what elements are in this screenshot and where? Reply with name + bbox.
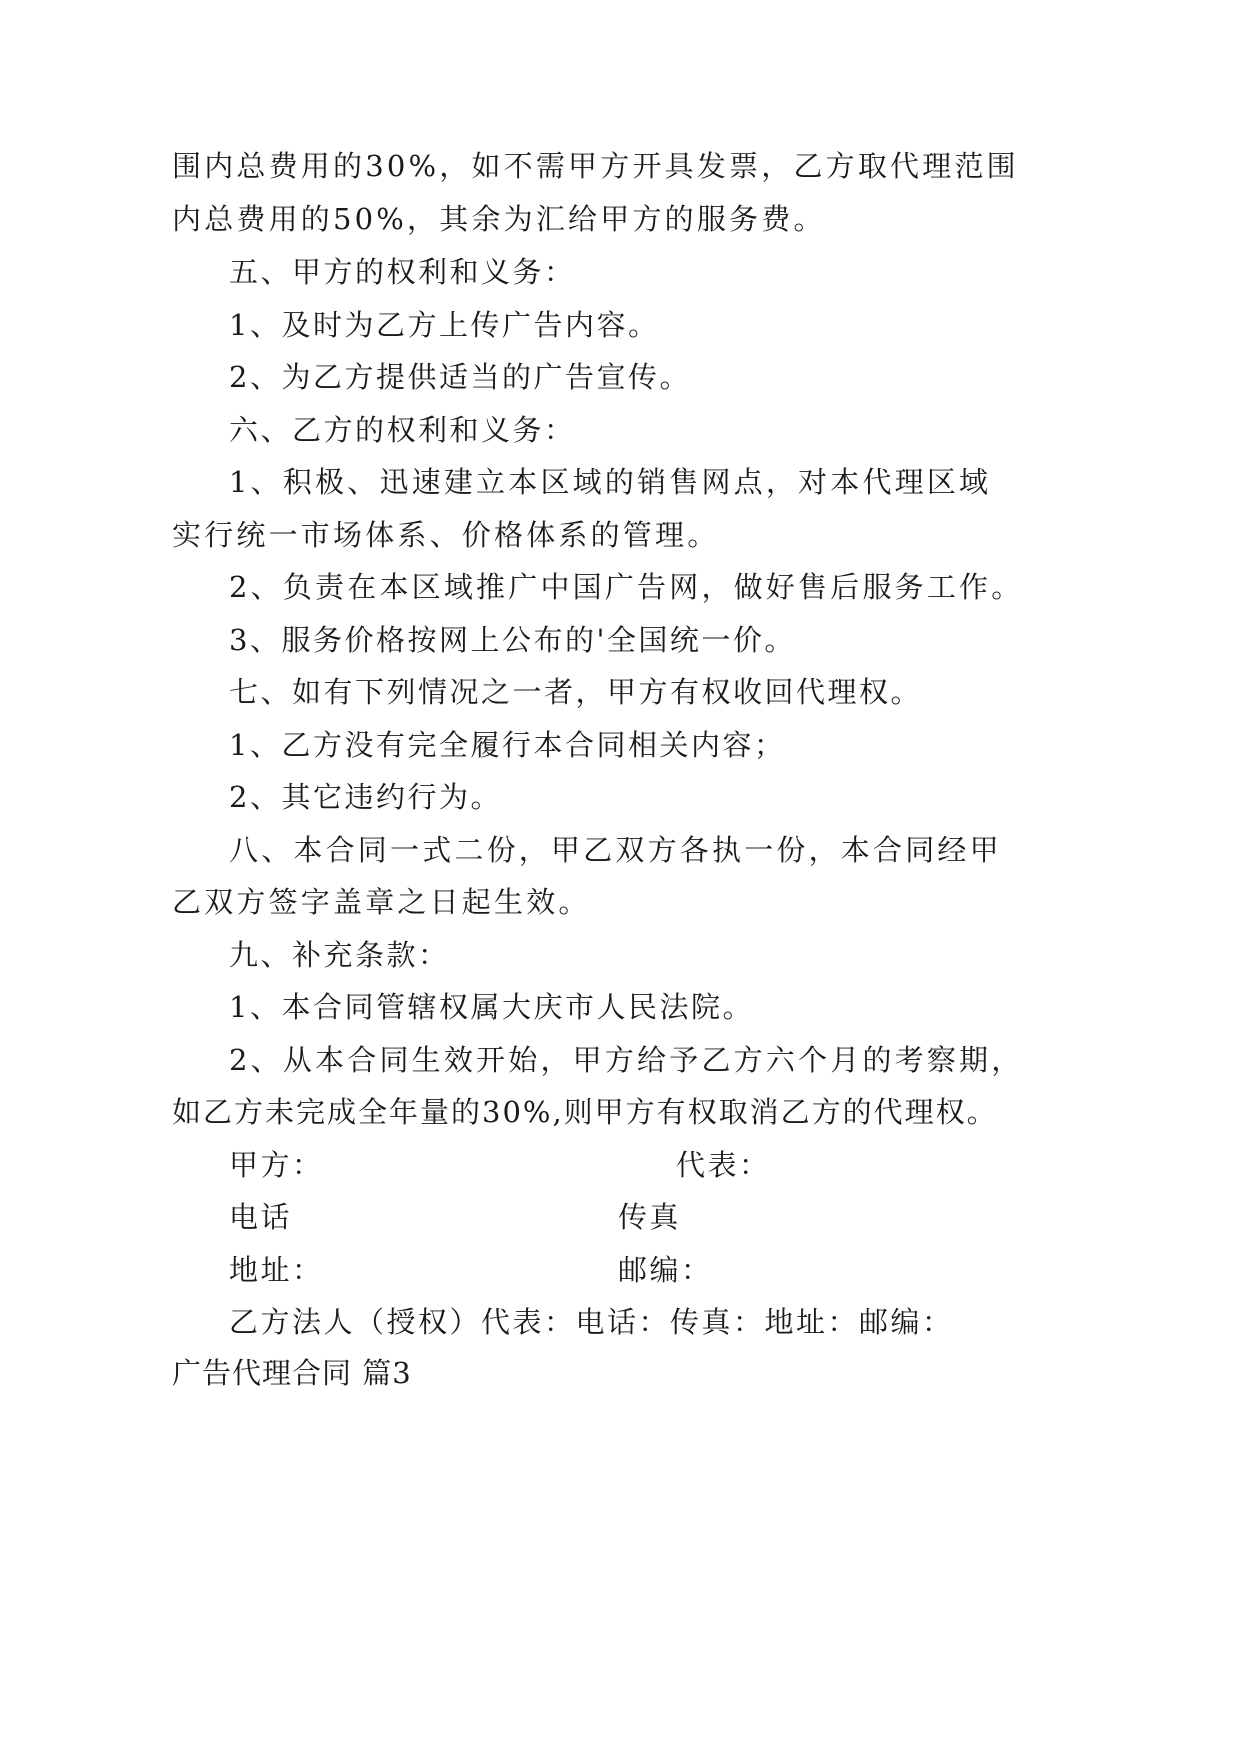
fax-label: 传真 <box>618 1200 682 1234</box>
clause-5-2: 2、为乙方提供适当的广告宣传。 <box>229 360 691 394</box>
clause-9-1: 1、本合同管辖权属大庆市人民法院。 <box>229 990 754 1024</box>
section-heading-9: 九、补充条款： <box>229 938 450 972</box>
section-heading-6: 六、乙方的权利和义务： <box>229 413 576 447</box>
section-heading-8: 八、本合同一式二份，甲乙双方各执一份，本合同经甲 <box>229 833 1002 867</box>
clause-5-1: 1、及时为乙方上传广告内容。 <box>229 308 660 342</box>
party-a-label: 甲方： <box>229 1148 324 1182</box>
phone-label: 电话 <box>229 1200 293 1234</box>
body-line-1: 围内总费用的30%，如不需甲方开具发票，乙方取代理范围 <box>172 149 1019 183</box>
clause-9-2-cont: 如乙方未完成全年量的30%,则甲方有权取消乙方的代理权。 <box>172 1095 998 1129</box>
section-heading-5: 五、甲方的权利和义务： <box>229 255 576 289</box>
representative-label: 代表： <box>676 1148 771 1182</box>
body-line-2: 内总费用的50%，其余为汇给甲方的服务费。 <box>172 202 826 236</box>
clause-7-1: 1、乙方没有完全履行本合同相关内容； <box>229 728 786 762</box>
clause-7-2: 2、其它违约行为。 <box>229 780 502 814</box>
party-b-line: 乙方法人（授权）代表：电话：传真：地址：邮编： <box>229 1305 954 1339</box>
clause-6-1-cont: 实行统一市场体系、价格体系的管理。 <box>172 518 720 552</box>
section-8-cont: 乙双方签字盖章之日起生效。 <box>172 885 591 919</box>
clause-6-2: 2、负责在本区域推广中国广告网，做好售后服务工作。 <box>229 570 1024 604</box>
section-heading-7: 七、如有下列情况之一者，甲方有权收回代理权。 <box>229 675 923 709</box>
clause-9-2: 2、从本合同生效开始，甲方给予乙方六个月的考察期， <box>229 1043 1024 1077</box>
clause-6-1: 1、积极、迅速建立本区域的销售网点，对本代理区域 <box>229 465 992 499</box>
postcode-label: 邮编： <box>618 1253 713 1287</box>
next-section-title: 广告代理合同 篇3 <box>172 1356 412 1390</box>
clause-6-3: 3、服务价格按网上公布的'全国统一价。 <box>229 623 796 657</box>
address-label: 地址： <box>229 1253 324 1287</box>
